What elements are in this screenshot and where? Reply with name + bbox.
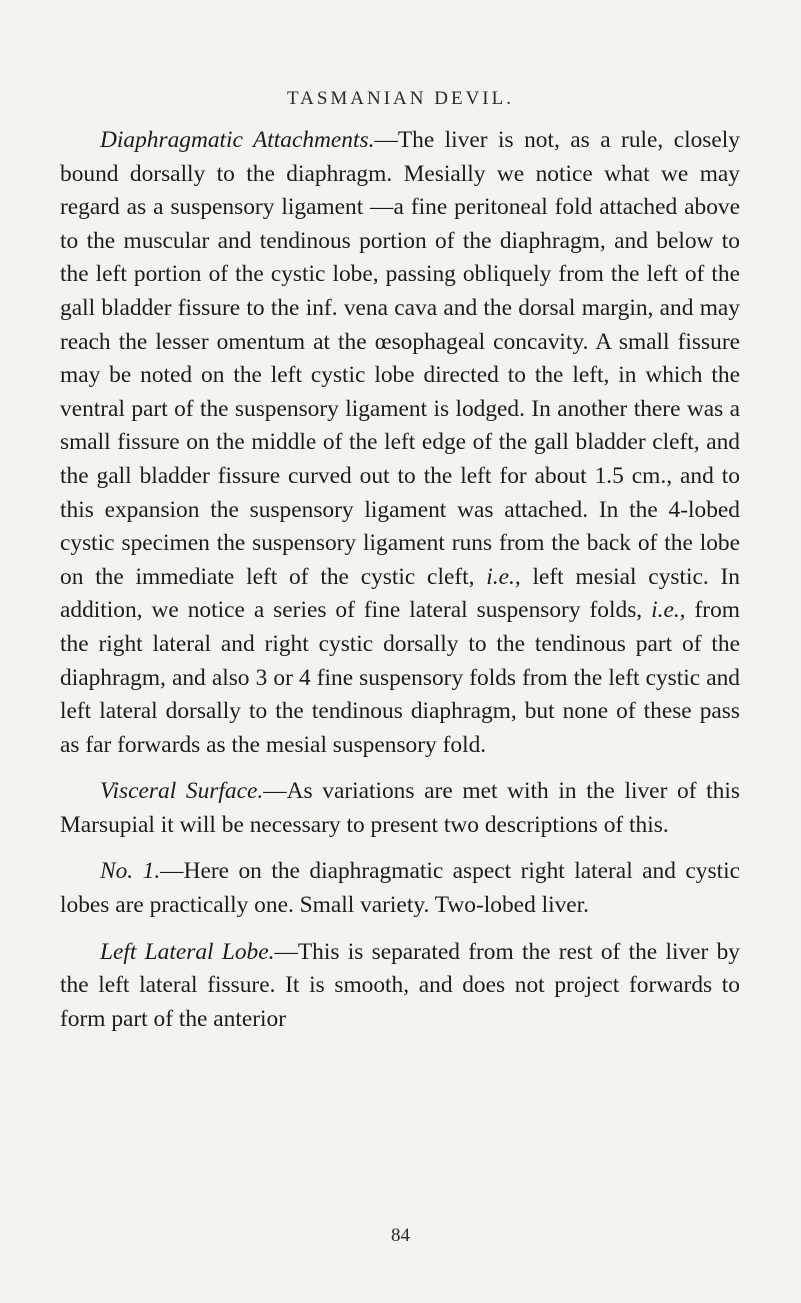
paragraph-text: —As variations are met with in the liver of this Marsupial it will be necessary to present two descriptions of this. [60,778,740,838]
paragraph-left-lateral-lobe [60,936,740,1037]
body-text [60,124,740,1036]
section-heading: Diaphragmatic Attachments. [100,127,375,153]
section-heading: Visceral Surface. [100,778,264,805]
abbreviation-ie: i.e. [486,563,515,590]
section-heading: No. 1. [100,858,161,885]
paragraph-text: —The liver is not, as a rule, closely bound dorsally to the diaphragm. Mesially we notice what we may regard as a suspensory ligament —a fine peritoneal fold attached above to the muscular and tendinous portion of the diaphragm, and below to the left portion of the cystic lobe, passing obliquely from the left of the gall bladder fissure to the inf. vena cava and the dorsal margin, and may reach the lesser omentum at the œsophageal concavity. A small fissure may be noted on the left cystic lobe directed to the left, in which the ventral part of the suspensory ligament is lodged. In another there was a small fissure on the middle of the left edge of the gall bladder cleft, and the gall bladder fissure curved out to the left for about 1.5 cm., and to this expansion the suspensory ligament was attached. In the 4-lobed cystic specimen the suspensory ligament runs from the back of the lobe on the immediate left of the cystic cleft, [60,127,740,590]
page-number: 84 [391,1225,410,1246]
abbreviation-ie: i.e., [651,597,686,624]
paragraph-no-1 [60,855,740,922]
paragraph-text: —Here on the diaphragmatic aspect right lateral and cystic lobes are practically one. Small variety. Two-lobed liver. [60,858,740,919]
paragraph-text: from the right lateral and right cystic dorsally to the tendinous part of the diaphragm, and also 3 or 4 fine suspensory folds from the left cystic and left lateral dorsally to the tendinous diaphragm, but none of these pass as far forwards as the mesial suspensory fold. [60,597,740,758]
paragraph-diaphragmatic-attachments [60,124,740,762]
paragraph-visceral-surface [60,775,740,842]
paragraph-text: —This is separated from the rest of the liver by the left lateral fissure. It is smooth, and does not project forwards to form part of the anterior [60,938,741,1032]
section-heading: Left Lateral Lobe. [100,938,275,965]
running-head: TASMANIAN DEVIL. [287,88,514,109]
paragraph-text: , left mesial cystic. In addition, we notice a series of fine lateral suspensory folds, [60,563,740,624]
